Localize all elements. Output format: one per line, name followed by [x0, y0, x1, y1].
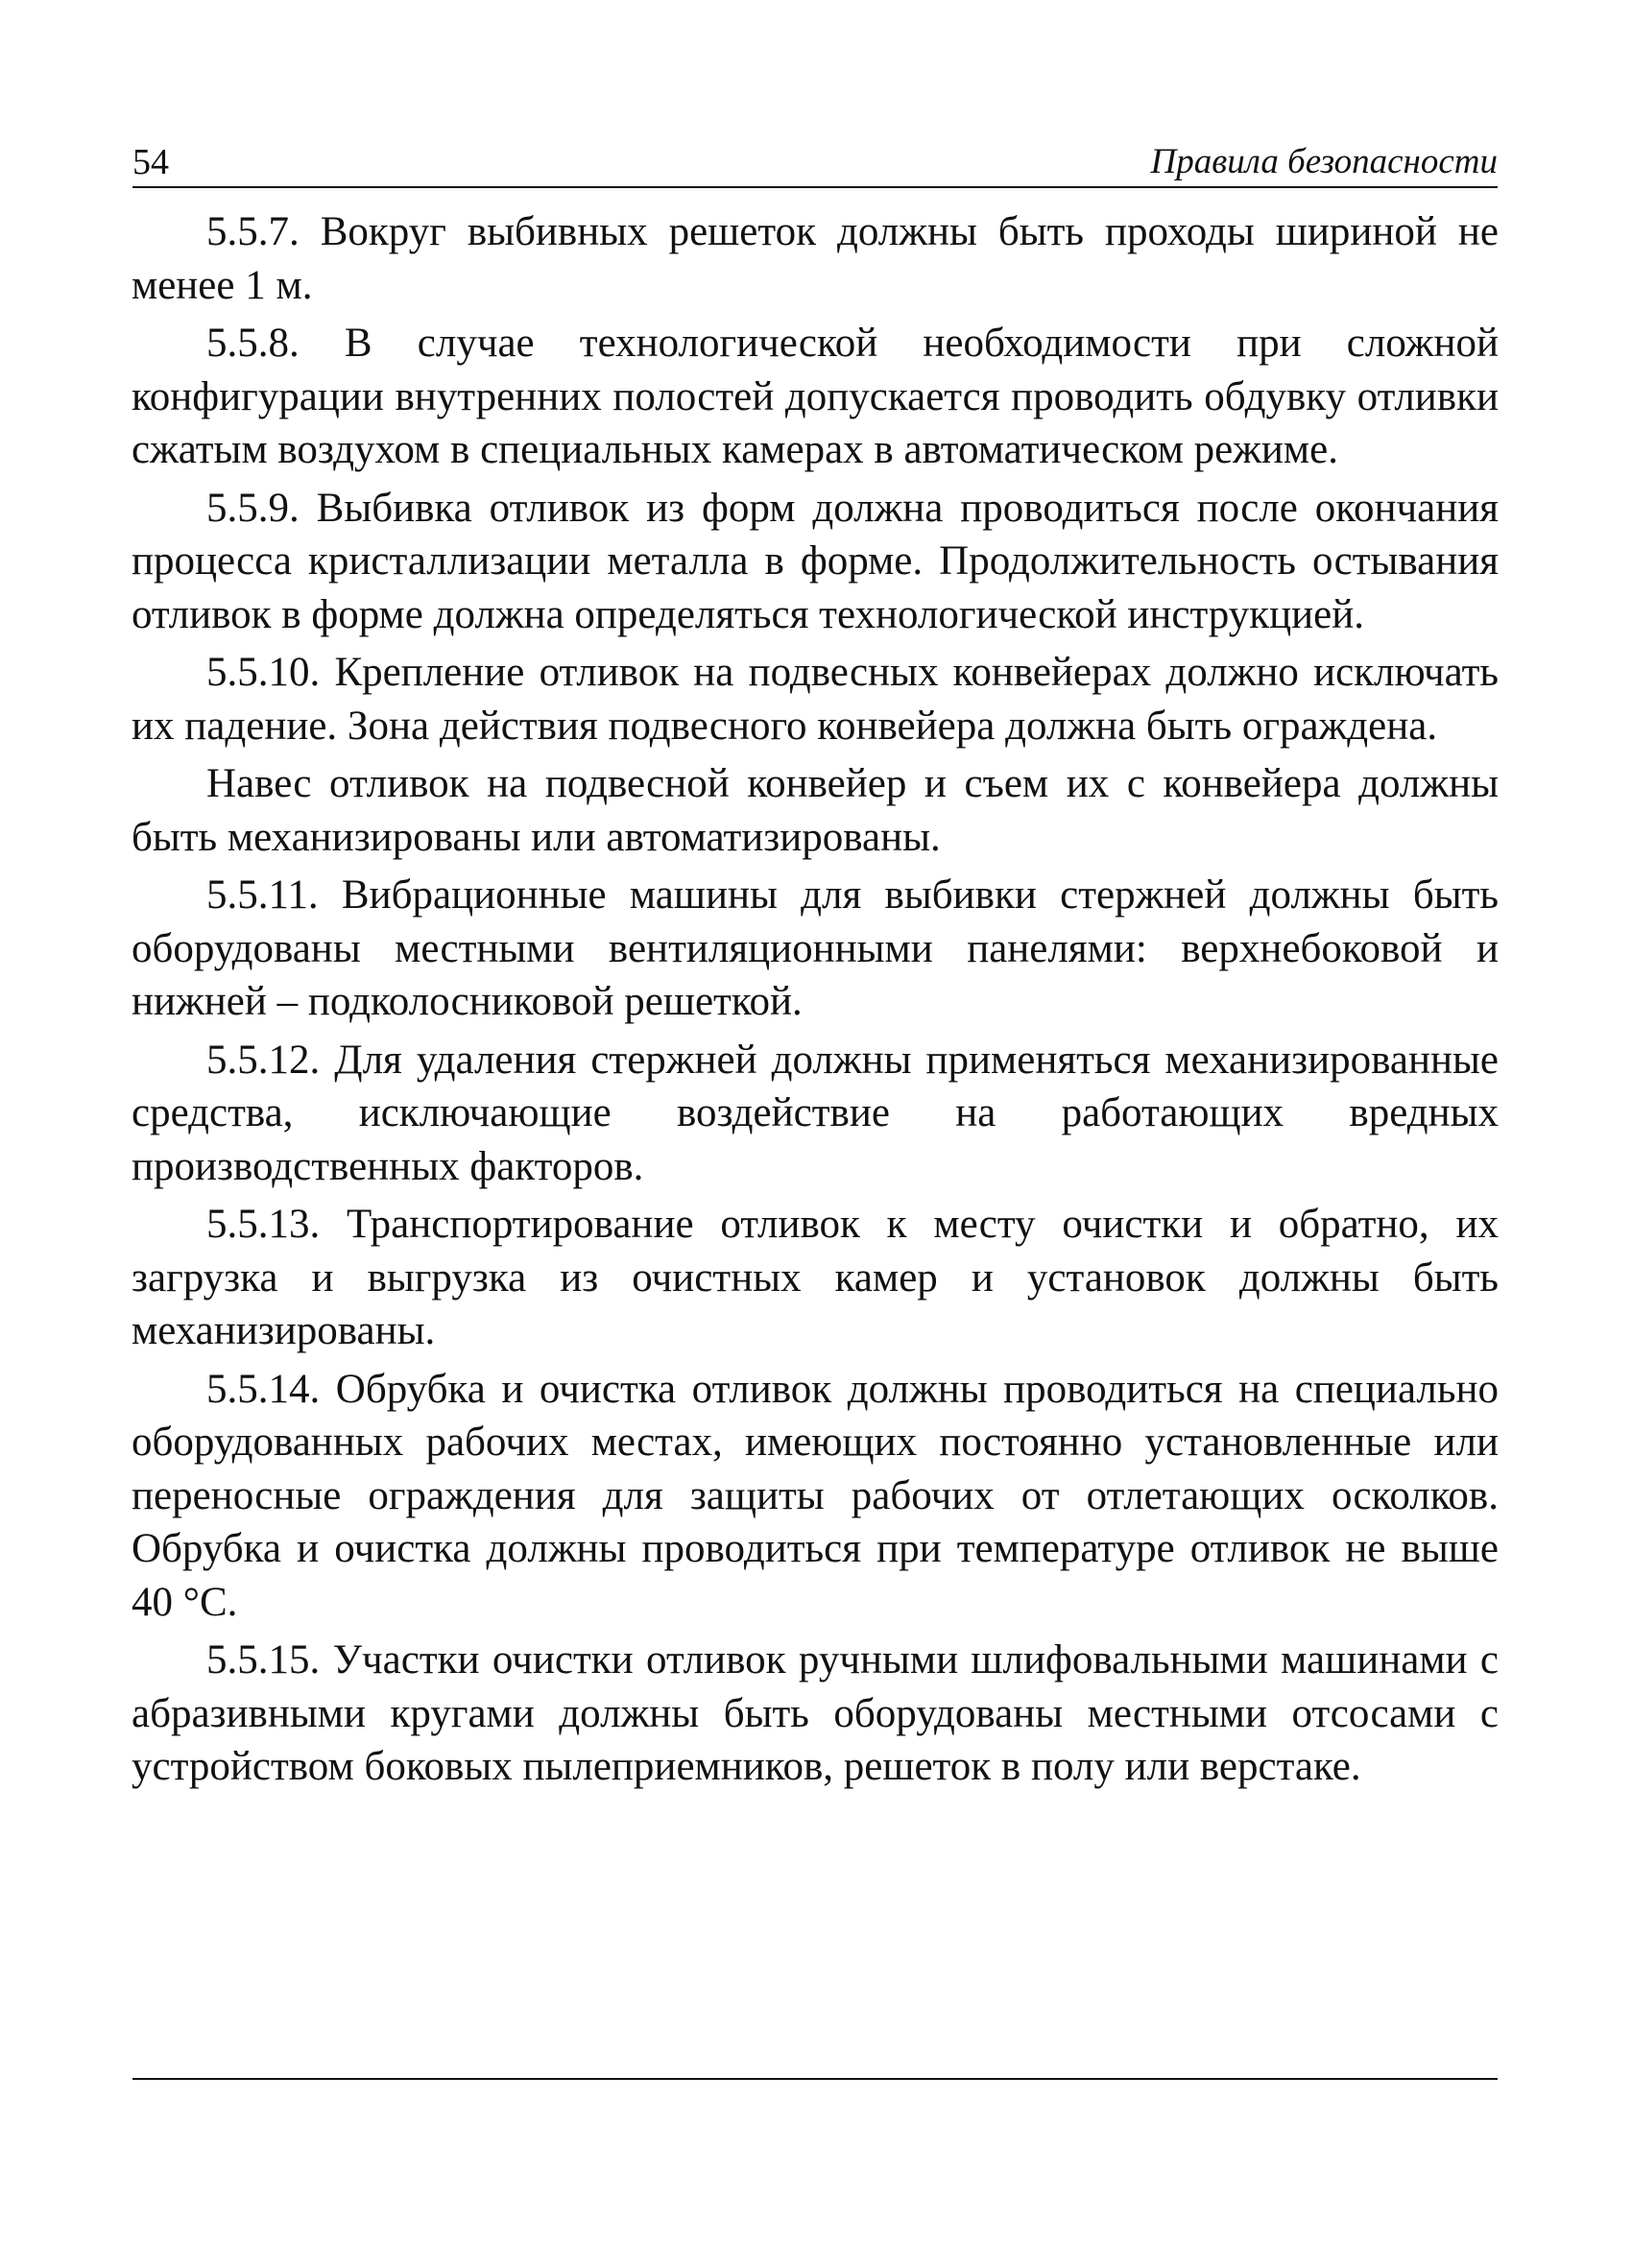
paragraph-5-5-8: 5.5.8. В случае технологической необходимости при сложной конфигурации внутренних полостей допускается проводить обдувку отливки сжатым воздухом в специальных камерах в автоматическом режиме.	[132, 321, 1499, 472]
paragraph-5-5-12: 5.5.12. Для удаления стержней должны применяться механизированные средства, исключающие воздействие на работающих вредных производственных факторов.	[132, 1037, 1499, 1189]
running-title: Правила безопасности	[1150, 142, 1498, 181]
footer-rule	[132, 2078, 1498, 2080]
paragraph-conveyor-loading: Навес отливок на подвесной конвейер и съем их с конвейера должны быть механизированы или автоматизированы.	[132, 761, 1499, 860]
page-number: 54	[132, 142, 169, 182]
paragraph-5-5-15: 5.5.15. Участки очистки отливок ручными шлифовальными машинами с абразивными кругами должны быть оборудованы местными отсосами с устройством боковых пылеприемников, решеток в полу или верстаке.	[132, 1637, 1499, 1789]
page-header	[132, 142, 1498, 188]
paragraph-5-5-14: 5.5.14. Обрубка и очистка отливок должны проводиться на специально оборудованных рабочих местах, имеющих постоянно установленные или переносные ограждения для защиты рабочих от отлетающих осколков. Обрубка и очистка должны проводиться при температуре отливок не выше 40 °С.	[132, 1366, 1499, 1625]
paragraph-5-5-13: 5.5.13. Транспортирование отливок к месту очистки и обратно, их загрузка и выгрузка из очистных камер и установок должны быть механизированы.	[132, 1202, 1499, 1353]
paragraph-5-5-9: 5.5.9. Выбивка отливок из форм должна проводиться после окончания процесса кристаллизации металла в форме. Продолжительность остывания отливок в форме должна определяться технологической инструкцией.	[132, 485, 1499, 637]
paragraph-5-5-10: 5.5.10. Крепление отливок на подвесных конвейерах должно исключать их падение. Зона действия подвесного конвейера должна быть ограждена.	[132, 650, 1499, 749]
paragraph-5-5-7: 5.5.7. Вокруг выбивных решеток должны быть проходы шириной не менее 1 м.	[132, 209, 1499, 308]
paragraph-5-5-11: 5.5.11. Вибрационные машины для выбивки стержней должны быть оборудованы местными вентиляционными панелями: верхнебоковой и нижней – подколосниковой решеткой.	[132, 872, 1499, 1024]
page-body	[132, 205, 1499, 1799]
